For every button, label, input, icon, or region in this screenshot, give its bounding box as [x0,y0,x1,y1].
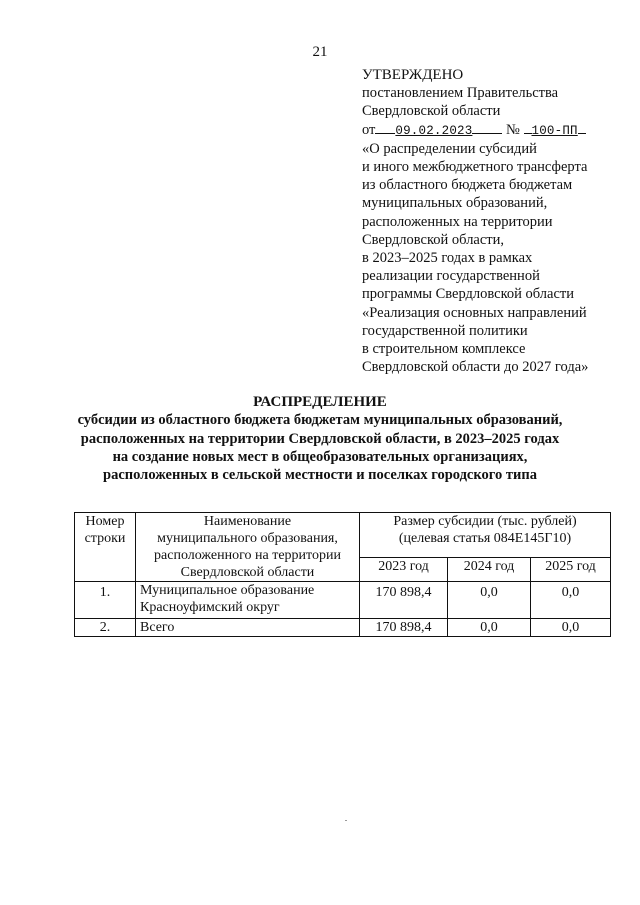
doc-title-line: расположенных на территории [362,213,553,230]
header-year-2025: 2025 год [531,557,611,581]
approval-block [362,66,632,376]
row-number-cell: 1. [75,582,136,619]
title-line: субсидии из областного бюджета бюджетам муниципальных образований, [77,412,563,429]
date-prefix: от [362,121,376,138]
value-2024-cell: 0,0 [448,582,531,619]
scan-speck [345,820,347,821]
doc-title-line: «О распределении субсидий [362,140,537,157]
approval-date-line [362,121,632,140]
title-line: на создание новых мест в общеобразовательных организациях, [112,448,528,465]
number-underline-right [578,121,586,134]
doc-title-line: «Реализация основных направлений [362,304,587,321]
number-prefix: № [506,121,520,138]
doc-title-line: реализации государственной [362,268,540,285]
approval-number: 100-ПП [531,123,578,138]
table-header-row [75,513,611,558]
value-2025-cell: 0,0 [531,582,611,619]
header-municipality-name: Наименование муниципального образования, расположенного на территории Свердловской области [136,513,360,582]
approval-line-2: Свердловской области [362,103,501,120]
approved-heading: УТВЕРЖДЕНО [362,67,464,83]
value-2025-cell: 0,0 [531,619,611,637]
row-name-cell: Всего [136,619,360,637]
title-line: расположенных в сельской местности и поселках городского типа [103,467,537,484]
page-number: 21 [312,44,328,60]
doc-title-line: в 2023–2025 годах в рамках [362,250,533,267]
doc-title-line: муниципальных образований, [362,195,548,212]
table-row [75,582,611,619]
doc-title-line: государственной политики [362,322,528,339]
doc-title-line: Свердловской области, [362,231,505,248]
date-underline-right [472,121,502,134]
doc-title-line: программы Свердловской области [362,286,575,303]
date-underline-left [375,121,395,134]
row-number-cell: 2. [75,619,136,637]
doc-title-line: Свердловской области до 2027 года» [362,359,589,376]
value-2023-cell: 170 898,4 [360,619,448,637]
main-title: РАСПРЕДЕЛЕНИЕ [253,394,387,410]
value-2023-cell: 170 898,4 [360,582,448,619]
header-row-number: Номер строки [75,513,136,582]
number-underline-left [524,121,532,134]
doc-title-line: и иного межбюджетного трансферта [362,159,588,176]
subsidy-table [74,512,611,637]
table-row [75,619,611,637]
header-subsidy-size: Размер субсидии (тыс. рублей) (целевая статья 084E145Г10) [360,513,611,558]
doc-title-line: из областного бюджета бюджетам [362,177,573,194]
header-year-2024: 2024 год [448,557,531,581]
title-line: расположенных на территории Свердловской области, в 2023–2025 годах [80,430,560,447]
doc-title-line: в строительном комплексе [362,341,526,358]
row-name-cell: Муниципальное образование Красноуфимский округ [136,582,360,619]
approval-line-1: постановлением Правительства [362,85,559,102]
header-year-2023: 2023 год [360,557,448,581]
approval-date: 09.02.2023 [395,123,473,138]
document-title [60,393,580,484]
value-2024-cell: 0,0 [448,619,531,637]
